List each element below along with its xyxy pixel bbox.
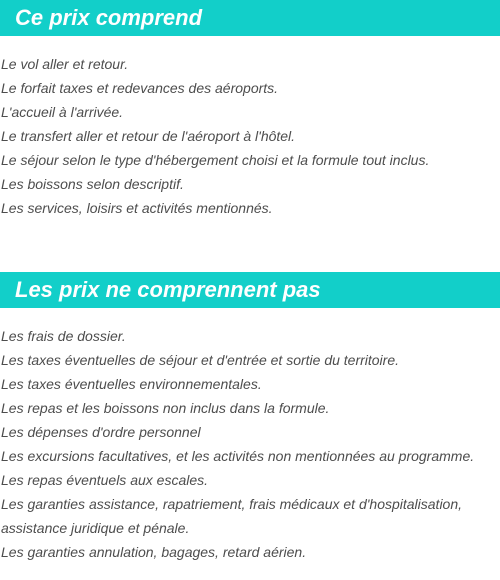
not-included-item: assistance juridique et pénale.	[1, 520, 190, 536]
included-list	[0, 52, 500, 220]
not-included-section-title: Les prix ne comprennent pas	[0, 272, 500, 308]
included-item: Le transfert aller et retour de l'aéroport à l'hôtel.	[1, 128, 296, 144]
not-included-list	[0, 324, 500, 564]
included-item: Le séjour selon le type d'hébergement choisi et la formule tout inclus.	[1, 152, 430, 168]
included-item: Les boissons selon descriptif.	[1, 176, 184, 192]
not-included-item: Les frais de dossier.	[1, 328, 126, 344]
included-section-title: Ce prix comprend	[0, 0, 500, 36]
not-included-item: Les taxes éventuelles environnementales.	[1, 376, 262, 392]
not-included-item: Les garanties assistance, rapatriement, frais médicaux et d'hospitalisation,	[1, 496, 463, 512]
included-item: L'accueil à l'arrivée.	[1, 104, 124, 120]
not-included-item: Les dépenses d'ordre personnel	[1, 424, 201, 440]
not-included-item: Les taxes éventuelles de séjour et d'entrée et sortie du territoire.	[1, 352, 400, 368]
included-item: Le vol aller et retour.	[1, 56, 129, 72]
not-included-section	[0, 272, 500, 564]
included-item: Les services, loisirs et activités mentionnés.	[1, 200, 273, 216]
not-included-item: Les repas éventuels aux escales.	[1, 472, 209, 488]
not-included-item: Les garanties annulation, bagages, retard aérien.	[1, 544, 307, 560]
included-item: Le forfait taxes et redevances des aéroports.	[1, 80, 279, 96]
not-included-item: Les repas et les boissons non inclus dans la formule.	[1, 400, 330, 416]
not-included-item: Les excursions facultatives, et les activités non mentionnées au programme.	[1, 448, 475, 464]
included-section	[0, 0, 500, 220]
